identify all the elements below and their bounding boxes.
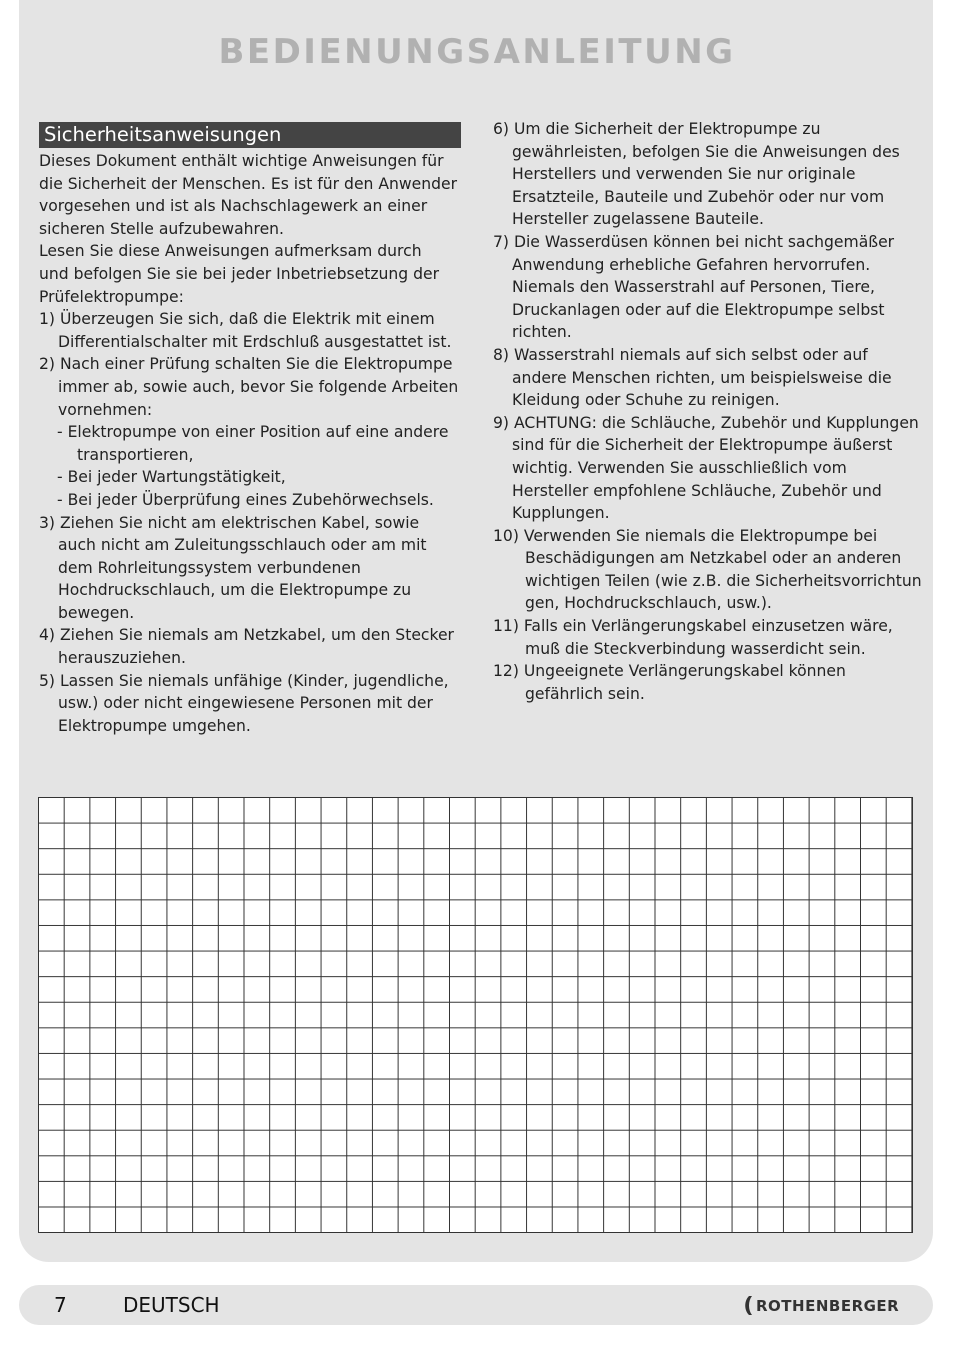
safety-subitem: - Bei jeder Überprüfung eines Zubehörwechsels. (57, 490, 434, 509)
safety-item-4: 4) Ziehen Sie niemals am Netzkabel, um den Stecker herauszuziehen. (39, 626, 454, 668)
left-column (39, 122, 461, 737)
intro-line: Lesen Sie diese Anweisungen aufmerksam durch (39, 242, 422, 261)
safety-item-6: 6) Um die Sicherheit der Elektropumpe zu gewährleisten, befolgen Sie die Anweisungen des Herstellers und verwenden Sie nur originale Ersatzteile, Bauteile und Zubehör oder nur vom Hersteller zugelassene Bauteile. (493, 120, 900, 229)
safety-item-7: 7) Die Wasserdüsen können bei nicht sachgemäßer Anwendung erhebliche Gefahren hervorrufen. Niemals den Wasserstrahl auf Personen, Tiere, Druckanlagen oder auf die Elektropumpe selbst richten. (493, 232, 895, 342)
safety-item-2: 2) Nach einer Prüfung schalten Sie die Elektropumpe immer ab, sowie auch, bevor Sie folgende Arbeiten vornehmen: (39, 355, 459, 419)
language-label: DEUTSCH (123, 1293, 220, 1317)
safety-item-1: 1) Überzeugen Sie sich, daß die Elektrik mit einem Differentialschalter mit Erdschluß ausgestattet ist. (39, 310, 452, 351)
intro-line: Prüfelektropumpe: (39, 287, 184, 306)
intro-line: Dieses Dokument enthält wichtige Anweisungen für (39, 152, 444, 170)
right-column (493, 118, 923, 705)
safety-subitem: - Bei jeder Wartungstätigkeit, (57, 468, 286, 487)
intro-line: vorgesehen und ist als Nachschlagewerk an einer (39, 197, 428, 216)
safety-item-10: 10) Verwenden Sie niemals die Elektropumpe bei Beschädigungen am Netzkabel oder an anderen wichtigen Teilen (wie z.B. die Sicherheitsvorrichtun gen, Hochdruckschlauch, usw.). (493, 526, 922, 613)
safety-item-9: 9) ACHTUNG: die Schläuche, Zubehör und Kupplungen sind für die Sicherheit der Elektropumpe äußerst wichtig. Verwenden Sie ausschließlich vom Hersteller empfohlene Schläuche, Zubehör und Kupplungen. (493, 413, 919, 523)
section-heading: Sicherheitsanweisungen (39, 122, 461, 148)
rothenberger-logo (743, 1293, 903, 1319)
safety-item-3: 3) Ziehen Sie nicht am elektrischen Kabel, sowie auch nicht am Zuleitungsschlauch oder am mit dem Rohrleitungssystem verbundenen Hochdruckschlauch, um die Elektropumpe zu bewegen. (39, 513, 427, 622)
intro-line: sicheren Stelle aufzubewahren. (39, 219, 285, 238)
svg-text:ROTHENBERGER: ROTHENBERGER (756, 1297, 900, 1315)
safety-item-8: 8) Wasserstrahl niemals auf sich selbst oder auf andere Menschen richten, um beispielsweise die Kleidung oder Schuhe zu reinigen. (493, 345, 892, 410)
intro-line: und befolgen Sie sie bei jeder Inbetriebsetzung der (39, 264, 440, 283)
intro-line: die Sicherheit der Menschen. Es ist für den Anwender (39, 174, 458, 193)
page-title: BEDIENUNGSANLEITUNG (218, 32, 736, 72)
notes-grid (38, 797, 913, 1233)
safety-subitem: - Elektropumpe von einer Position auf eine andere transportieren, (57, 423, 449, 464)
safety-item-5: 5) Lassen Sie niemals unfähige (Kinder, jugendliche, usw.) oder nicht eingewiesene Personen mit der Elektropumpe umgehen. (39, 671, 449, 735)
page-number: 7 (54, 1293, 67, 1317)
safety-item-11: 11) Falls ein Verlängerungskabel einzusetzen wäre, muß die Steckverbindung wasserdicht sein. (493, 617, 893, 658)
safety-item-12: 12) Ungeeignete Verlängerungskabel können gefährlich sein. (493, 662, 846, 703)
